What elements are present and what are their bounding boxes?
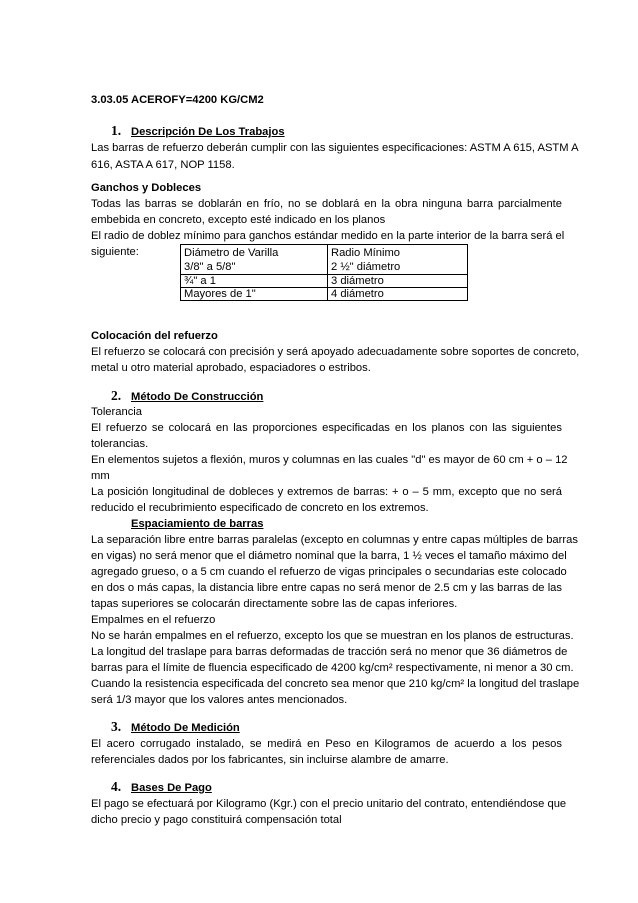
table-cell-value: 3/8" a 5/8" <box>184 261 236 273</box>
ganchos-line: El radio de doblez mínimo para ganchos estándar medido en la parte interior de la barra será el <box>91 230 565 242</box>
table-header-radius: Radio Mínimo <box>331 247 401 259</box>
section-2-line: mm <box>91 470 110 482</box>
table-header-diameter: Diámetro de Varilla <box>184 247 279 259</box>
espaciamiento-line: La separación libre entre barras paralelas (excepto en columnas y entre capas múltiples de barras <box>91 534 578 546</box>
table-cell-value: 4 diámetro <box>328 288 468 301</box>
colocacion-line: metal u otro material aprobado, espaciadores o estribos. <box>91 362 371 374</box>
table-row <box>181 245 468 275</box>
section-heading: 3.03.05 ACEROFY=4200 KG/CM2 <box>91 94 264 106</box>
bend-radius-table <box>180 244 468 301</box>
espaciamiento-line: agregado grueso, o a 5 cm cuando el refuerzo de vigas principales o secundarias este colocado <box>91 566 567 578</box>
table-row <box>181 288 468 301</box>
table-cell-value: ¾" a 1 <box>181 275 328 288</box>
table-row <box>181 275 468 288</box>
section-2-number: 2. <box>111 388 122 403</box>
table-cell-value: Mayores de 1" <box>181 288 328 301</box>
section-1-line: 616, ASTA A 617, NOP 1158. <box>91 159 235 171</box>
espaciamiento-line: Empalmes en el refuerzo <box>91 614 216 626</box>
espaciamiento-line: será 1/3 mayor que los valores antes mencionados. <box>91 694 348 706</box>
espaciamiento-line: barras para el límite de fluencia especificado de 4200 kg/cm² respectivamente, ni menor a 30 cm. <box>91 662 574 674</box>
section-4-number: 4. <box>111 779 122 794</box>
section-3-title: Método De Medición <box>131 722 240 734</box>
section-2-title: Método De Construcción <box>131 391 264 403</box>
section-3-number: 3. <box>111 719 122 734</box>
espaciamiento-line: tapas superiores se colocarán directamente sobre las de capas inferiores. <box>91 598 458 610</box>
ganchos-line: Todas las barras se doblarán en frío, no se doblará en la obra ninguna barra parcialmente <box>91 198 562 210</box>
section-1-line: Las barras de refuerzo deberán cumplir con las siguientes especificaciones: ASTM A 615, ASTM A <box>91 142 579 154</box>
table-cell-value: 2 ½" diámetro <box>331 261 401 273</box>
section-3-line: El acero corrugado instalado, se medirá en Peso en Kilogramos de acuerdo a los pesos <box>91 738 562 750</box>
espaciamiento-line: en vigas) no será menor que el diámetro nominal que la barra, 1 ½ veces el tamaño máximo del <box>91 550 567 562</box>
table-cell-value: 3 diámetro <box>328 275 468 288</box>
colocacion-title: Colocación del refuerzo <box>91 330 218 342</box>
espaciamiento-title: Espaciamiento de barras <box>131 518 264 530</box>
section-1-title: Descripción De Los Trabajos <box>131 126 285 138</box>
section-2-line: La posición longitudinal de dobleces y extremos de barras: + o – 5 mm, excepto que no será <box>91 486 562 498</box>
ganchos-line: embebida en concreto, excepto esté indicado en los planos <box>91 214 386 226</box>
ganchos-line: siguiente: <box>91 246 139 258</box>
section-3-line: referenciales dados por los fabricantes, sin incluirse alambre de amarre. <box>91 754 449 766</box>
section-2-line: En elementos sujetos a flexión, muros y columnas en las cuales "d" es mayor de 60 cm + o – 12 <box>91 454 568 466</box>
section-4-line: El pago se efectuará por Kilogramo (Kgr.) con el precio unitario del contrato, entendiéndose que <box>91 798 567 810</box>
ganchos-title: Ganchos y Dobleces <box>91 182 202 194</box>
section-1-number: 1. <box>111 123 122 138</box>
espaciamiento-line: Cuando la resistencia especificada del concreto sea menor que 210 kg/cm² la longitud del traslape <box>91 678 580 690</box>
section-2-line: tolerancias. <box>91 438 149 450</box>
colocacion-line: El refuerzo se colocará con precisión y será apoyado adecuadamente sobre soportes de concreto, <box>91 346 580 358</box>
section-4-title: Bases De Pago <box>131 782 212 794</box>
section-2-line: El refuerzo se colocará en las proporciones especificadas en los planos con las siguientes <box>91 422 562 434</box>
espaciamiento-line: en dos o más capas, la distancia libre entre capas no será menor de 2.5 cm y las barras de las <box>91 582 562 594</box>
section-4-line: dicho precio y pago constituirá compensación total <box>91 814 342 826</box>
table-cell <box>328 245 468 275</box>
table-cell <box>181 245 328 275</box>
espaciamiento-line: La longitud del traslape para barras deformadas de tracción será no menor que 36 diámetros de <box>91 646 568 658</box>
section-2-line: reducido el recubrimiento especificado de concreto en los extremos. <box>91 502 429 514</box>
espaciamiento-line: No se harán empalmes en el refuerzo, excepto los que se muestran en los planos de estructuras. <box>91 630 574 642</box>
section-2-line: Tolerancia <box>91 406 142 418</box>
